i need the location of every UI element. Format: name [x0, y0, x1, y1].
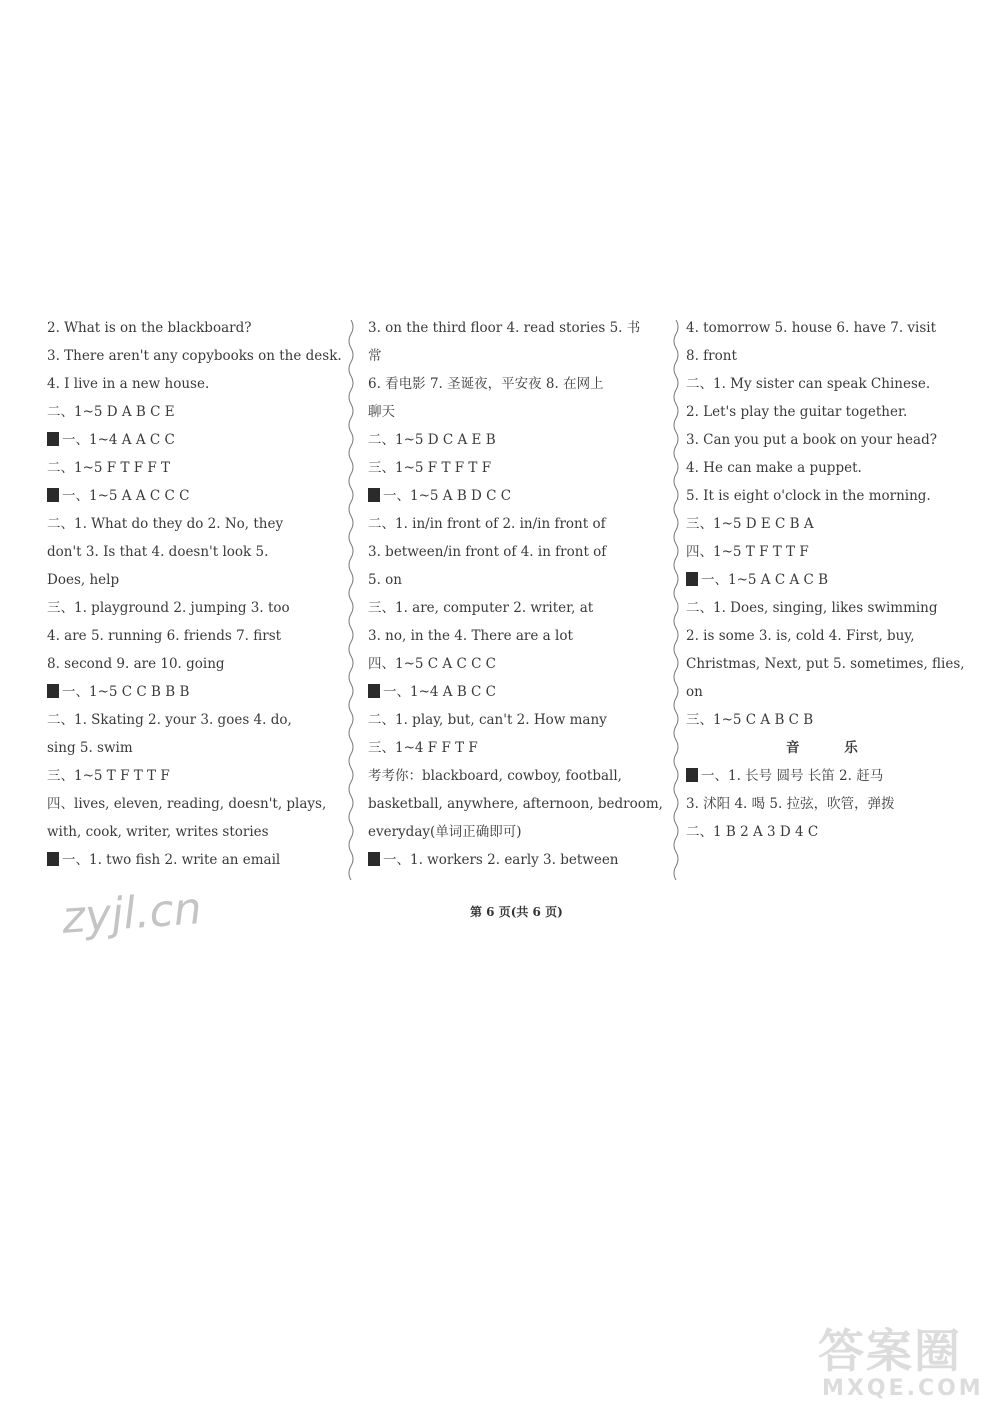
answer-text: 三、1~5 T F T T F: [47, 768, 170, 784]
answer-line: [686, 654, 965, 674]
lesson-marker-icon: [686, 572, 698, 586]
answer-line: [47, 738, 133, 758]
answer-text: 一、1. two fish 2. write an email: [62, 852, 281, 868]
wavy-separator-left: [347, 320, 355, 880]
answer-text: 三、1~5 D E C B A: [686, 516, 814, 532]
answer-line: [368, 458, 491, 478]
answer-line: [368, 514, 606, 534]
answer-line: [368, 346, 382, 366]
answer-text: 5. It is eight o'clock in the morning.: [686, 488, 931, 504]
watermark-logo-main: 答案圈: [818, 1324, 962, 1378]
page-number: 第 6 页(共 6 页): [470, 905, 563, 919]
answer-line: [686, 766, 883, 786]
answer-text: 二、1~5 D A B C E: [47, 404, 175, 420]
answer-line: [47, 430, 175, 450]
answer-text: 三、1~5 F T F T F: [368, 460, 492, 476]
wavy-separator-right: [672, 320, 680, 880]
answer-text: 3. on the third floor 4. read stories 5. 书: [368, 320, 641, 336]
answer-line: [47, 766, 170, 786]
answer-line: [47, 458, 170, 478]
answer-text: 2. What is on the blackboard?: [47, 320, 252, 336]
answer-line: [47, 570, 119, 590]
answer-line: [368, 654, 496, 674]
answer-text: 6. 看电影 7. 圣诞夜，平安夜 8. 在网上: [368, 376, 604, 392]
lesson-marker-icon: [368, 488, 380, 502]
answer-line: [686, 682, 703, 702]
answer-text: 聊天: [368, 404, 395, 420]
answer-text: 三、1. playground 2. jumping 3. too: [47, 600, 290, 616]
answer-text: on: [686, 684, 703, 700]
answer-text: 二、1. What do they do 2. No, they: [47, 516, 284, 532]
answer-text: 四、lives, eleven, reading, doesn't, plays,: [47, 796, 327, 812]
answer-text: 二、1. Does, singing, likes swimming: [686, 600, 938, 616]
answer-text: 8. second 9. are 10. going: [47, 656, 225, 672]
answer-line: [47, 402, 175, 422]
answer-line: [686, 598, 938, 618]
answer-line: [686, 514, 814, 534]
answer-line: [47, 374, 209, 394]
answer-text: with, cook, writer, writes stories: [47, 824, 269, 840]
answer-text: 3. no, in the 4. There are a lot: [368, 628, 573, 644]
answer-line: [47, 346, 342, 366]
answer-text: 一、1~5 C C B B B: [62, 684, 190, 700]
answer-line: [368, 542, 606, 562]
answer-line: [47, 682, 189, 702]
answer-line: [47, 822, 269, 842]
answer-line: [368, 738, 478, 758]
answer-text: 一、1. 长号 圆号 长笛 2. 赶马: [701, 768, 884, 784]
answer-text: 2. is some 3. is, cold 4. First, buy,: [686, 628, 915, 644]
watermark-text: zyjl.cn: [60, 883, 204, 944]
lesson-marker-icon: [368, 684, 380, 698]
answer-line: [686, 626, 915, 646]
answer-text: 5. on: [368, 572, 402, 588]
answer-text: 二、1. play, but, can't 2. How many: [368, 712, 607, 728]
answer-text: 三、1~5 C A B C B: [686, 712, 814, 728]
answer-text: 3. between/in front of 4. in front of: [368, 544, 607, 560]
answer-line: [368, 850, 619, 870]
answer-line: [686, 822, 818, 842]
answer-text: 考考你：blackboard, cowboy, football,: [368, 768, 622, 784]
answer-text: 二、1. in/in front of 2. in/in front of: [368, 516, 606, 532]
lesson-marker-icon: [686, 768, 698, 782]
answer-line: [686, 794, 895, 814]
answer-line: [368, 598, 593, 618]
watermark-logo-sub: MXQE.COM: [822, 1376, 984, 1401]
section-title: [786, 738, 878, 758]
answer-text: 常: [368, 348, 382, 364]
answer-text: 4. He can make a puppet.: [686, 460, 862, 476]
answer-text: 3. There aren't any copybooks on the desk.: [47, 348, 342, 364]
answer-line: [368, 318, 640, 338]
answer-line: [368, 570, 402, 590]
answer-line: [368, 822, 522, 842]
answer-text: don't 3. Is that 4. doesn't look 5.: [47, 544, 269, 560]
answer-line: [47, 514, 283, 534]
answer-line: [368, 710, 607, 730]
answer-text: 四、1~5 T F T T F: [686, 544, 809, 560]
answer-line: [368, 374, 604, 394]
answer-text: 音 乐: [786, 740, 878, 756]
answer-text: 二、1 B 2 A 3 D 4 C: [686, 824, 819, 840]
lesson-marker-icon: [47, 432, 59, 446]
answer-text: 一、1~5 A C A C B: [701, 572, 829, 588]
lesson-marker-icon: [47, 852, 59, 866]
answer-line: [368, 430, 496, 450]
answer-line: [686, 318, 936, 338]
answer-text: sing 5. swim: [47, 740, 133, 756]
answer-text: 三、1~4 F F T F: [368, 740, 478, 756]
answer-text: 4. are 5. running 6. friends 7. first: [47, 628, 282, 644]
answer-text: basketball, anywhere, afternoon, bedroom,: [368, 796, 663, 812]
answer-text: 四、1~5 C A C C C: [368, 656, 497, 672]
answer-line: [47, 486, 189, 506]
answer-line: [686, 710, 813, 730]
answer-line: [686, 458, 862, 478]
answer-text: 二、1~5 D C A E B: [368, 432, 496, 448]
answer-text: 一、1~5 A A C C C: [62, 488, 190, 504]
answer-line: [368, 486, 511, 506]
answer-line: [47, 654, 225, 674]
answer-line: [368, 766, 622, 786]
answer-line: [686, 570, 828, 590]
answer-line: [368, 626, 573, 646]
answer-line: [686, 402, 907, 422]
answer-text: 三、1. are, computer 2. writer, at: [368, 600, 594, 616]
answer-line: [686, 486, 931, 506]
answer-line: [368, 682, 496, 702]
answer-text: 二、1. Skating 2. your 3. goes 4. do,: [47, 712, 292, 728]
answer-text: 2. Let's play the guitar together.: [686, 404, 908, 420]
answer-text: Does, help: [47, 572, 120, 588]
answer-line: [47, 598, 290, 618]
lesson-marker-icon: [47, 684, 59, 698]
lesson-marker-icon: [47, 488, 59, 502]
answer-line: [686, 430, 937, 450]
answer-text: 一、1~4 A A C C: [62, 432, 175, 448]
answer-line: [47, 850, 280, 870]
answer-line: [686, 346, 737, 366]
answer-line: [47, 794, 326, 814]
answer-text: 4. tomorrow 5. house 6. have 7. visit: [686, 320, 937, 336]
answer-line: [47, 626, 281, 646]
watermark-logo: [818, 1326, 990, 1412]
answer-text: 二、1. My sister can speak Chinese.: [686, 376, 931, 392]
answer-text: 一、1. workers 2. early 3. between: [383, 852, 619, 868]
answer-line: [47, 710, 292, 730]
answer-text: 8. front: [686, 348, 737, 364]
answer-text: 3. 沭阳 4. 喝 5. 拉弦，吹管，弹拨: [686, 796, 895, 812]
answer-text: 一、1~5 A B D C C: [383, 488, 512, 504]
answer-line: [686, 374, 930, 394]
answer-text: everyday(单词正确即可): [368, 824, 522, 840]
answer-text: Christmas, Next, put 5. sometimes, flies,: [686, 656, 965, 672]
answer-line: [368, 794, 663, 814]
answer-line: [368, 402, 395, 422]
answer-text: 一、1~4 A B C C: [383, 684, 496, 700]
answer-text: 4. I live in a new house.: [47, 376, 210, 392]
answer-line: [686, 542, 809, 562]
answer-text: 3. Can you put a book on your head?: [686, 432, 937, 448]
lesson-marker-icon: [368, 852, 380, 866]
answer-line: [47, 542, 268, 562]
answer-text: 二、1~5 F T F F T: [47, 460, 171, 476]
answer-line: [47, 318, 251, 338]
